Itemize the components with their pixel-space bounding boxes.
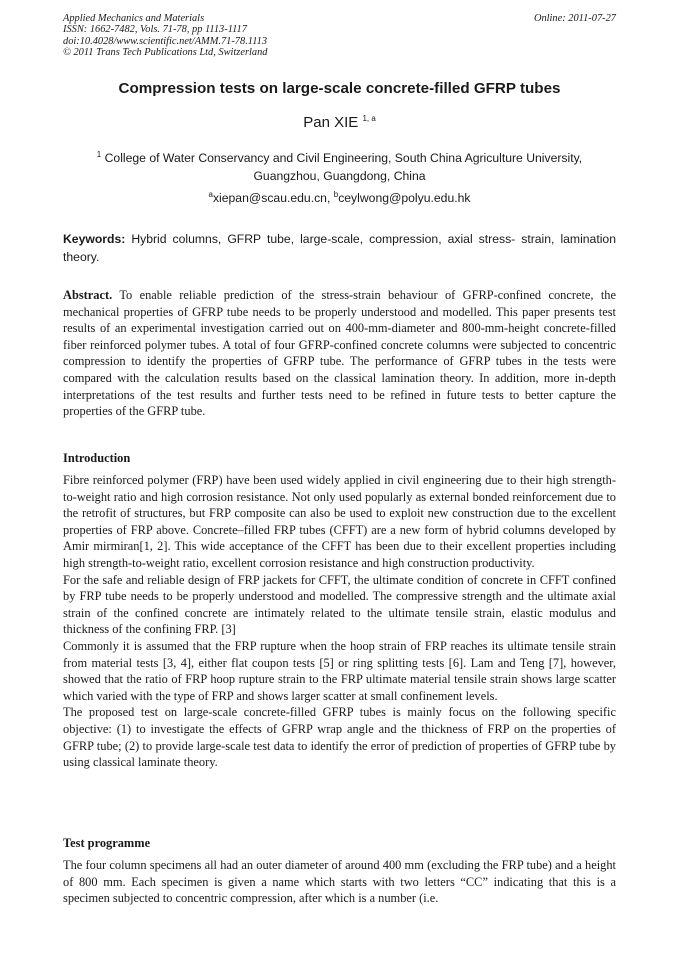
intro-paragraph-1: Fibre reinforced polymer (FRP) have been used widely applied in civil engineering due to their high strength-to-weight ratio and high corrosion resistance. Not only used popularly as external bonded reinforcement due to the retrofit of structures, but FRP composite can also be used to exploit new construction due to the excellent properties of FRP above. Concrete–filled FRP tubes (CFFT) are a new form of hybrid columns developed by Amir mirmiran[1, 2]. This wide acceptance of the CFFT has been due to their excellent properties including high strength-to-weight ratio, excellent corrosion resistance and high construction productivity. [63, 473, 616, 570]
author-name: Pan XIE [303, 114, 359, 131]
copyright-line: © 2011 Trans Tech Publications Ltd, Switzerland [63, 47, 268, 59]
test-programme-heading: Test programme [63, 836, 151, 850]
email-sup-b: b [333, 189, 339, 199]
abstract-text: To enable reliable prediction of the stress-strain behaviour of GFRP-confined concrete, the mechanical properties of GFRP tube needs to be properly understood and modelled. This paper presents test results of an experimental investigation carried out on 400-mm-diameter and 800-mm-height concrete-filled fiber reinforced polymer tubes. A total of four GFRP-confined concrete columns were subjected to concentric compression to identify the properties of GFRP tube. The performance of GFRP tubes in the tests were compared with the calculation results based on the classical lamination theory. In addition, more in-depth interpretations of the test results and further tests need to be refined in future tests to better capture the properties of the GFRP tube. [63, 288, 616, 419]
intro-paragraph-3: Commonly it is assumed that the FRP rupture when the hoop strain of FRP reaches its ultimate tensile strain from material tests [3, 4], either flat coupon tests [5] or ring splitting tests [6]. Lam and Teng [7], however, showed that the ratio of FRP hoop rupture strain to the FRP ultimate material tensile strain shows large scatter which varied with the type of FRP and shows larger scatter at small confinement levels. [63, 638, 616, 703]
abstract [63, 287, 616, 420]
introduction-heading: Introduction [63, 451, 131, 465]
affiliation [80, 149, 599, 185]
journal-name: Applied Mechanics and Materials [63, 13, 205, 24]
email-b: ceylwong@polyu.edu.hk [338, 191, 471, 205]
intro-paragraph-4: The proposed test on large-scale concrete-filled GFRP tubes is mainly focus on the following specific objective: (1) to investigate the effects of GFRP wrap angle and the thickness of FRP on the properties of GFRP tube; (2) to provide large-scale test data to identify the error of prediction of properties of GFRP tube by using classical laminate theory. [63, 705, 616, 770]
journal-header [63, 13, 616, 59]
introduction-body [63, 472, 616, 771]
email-line [63, 191, 616, 205]
doi-line: doi:10.4028/www.scientific.net/AMM.71-78.1113 [63, 35, 268, 47]
email-sup-a: a [208, 189, 213, 199]
online-date: Online: 2011-07-27 [533, 13, 616, 24]
test-paragraph-1: The four column specimens all had an outer diameter of around 400 mm (excluding the FRP tube) and a height of 800 mm. Each specimen is given a name which starts with two letters “CC” indicating that this is a specimen subjected to concentric compression, after which is a number (i.e. [63, 858, 616, 906]
keywords-label: Keywords: [63, 232, 126, 246]
affiliation-line-2: Guangzhou, Guangdong, China [253, 169, 426, 183]
affiliation-sup: 1 [96, 149, 102, 159]
test-programme-body [63, 857, 616, 907]
abstract-label: Abstract. [63, 288, 113, 302]
intro-paragraph-2: For the safe and reliable design of FRP jackets for CFFT, the ultimate condition of concrete in CFFT confined by FRP tube needs to be properly understood and modelled. The compressive strength and the ultimate axial strain of the confined concrete are intimately related to the ultimate tensile strain, elastic modulus and thickness of the confining FRP. [3] [63, 572, 616, 637]
paper-title: Compression tests on large-scale concrete-filled GFRP tubes [118, 80, 561, 97]
keywords [63, 231, 616, 266]
author-sup: 1, a [362, 114, 376, 123]
issn-line: ISSN: 1662-7482, Vols. 71-78, pp 1113-1117 [63, 24, 247, 36]
email-a: xiepan@scau.edu.cn, [212, 191, 334, 205]
author-line [63, 114, 616, 131]
affiliation-line-1: College of Water Conservancy and Civil Engineering, South China Agriculture University, [104, 151, 583, 165]
keywords-text: Hybrid columns, GFRP tube, large-scale, compression, axial stress- strain, lamination theory. [63, 232, 616, 264]
